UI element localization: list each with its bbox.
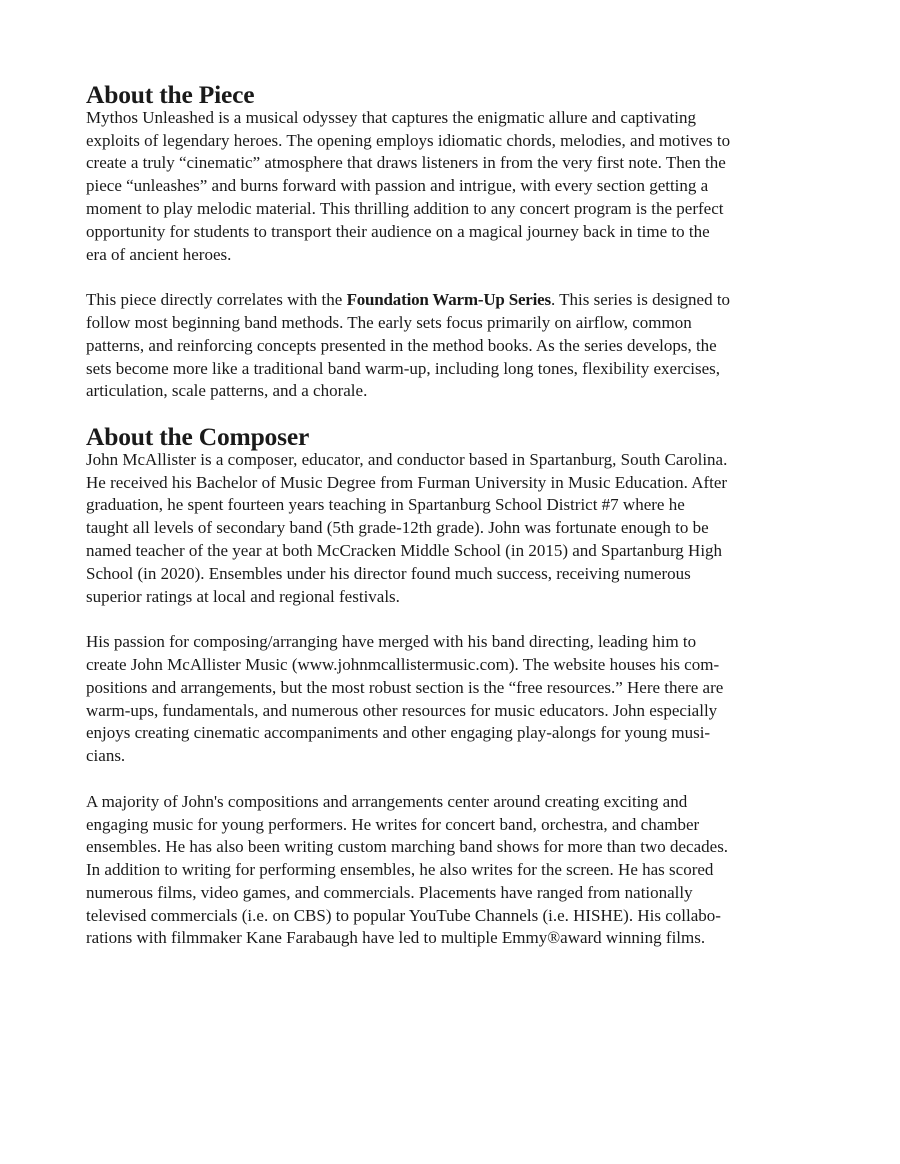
- about-composer-paragraph-3: [86, 791, 816, 951]
- about-piece-paragraph-2: [86, 289, 816, 403]
- series-tail-text: . This series is designed to: [550, 290, 731, 310]
- text-line: create John McAllister Music (www.johnmcallistermusic.com). The website houses his com-: [86, 654, 720, 674]
- text-line: follow most beginning band methods. The early sets focus primarily on airflow, common: [86, 312, 692, 332]
- document-page: [86, 80, 816, 950]
- about-composer-paragraph-1: [86, 449, 816, 609]
- text-line: enjoys creating cinematic accompaniments and other engaging play-alongs for young musi-: [86, 723, 711, 743]
- text-line: era of ancient heroes.: [86, 244, 232, 264]
- about-piece-heading: About the Piece: [86, 80, 255, 109]
- text-line: numerous films, video games, and commercials. Placements have ranged from nationally: [86, 882, 693, 902]
- text-line: warm-ups, fundamentals, and numerous other resources for music educators. John especially: [86, 700, 718, 720]
- text-line: rations with filmmaker Kane Farabaugh have led to multiple Emmy®award winning films.: [86, 928, 706, 948]
- series-lead-text: This piece directly correlates with the: [86, 290, 347, 310]
- about-piece-paragraph-1: [86, 107, 816, 267]
- about-composer-heading: About the Composer: [86, 421, 310, 451]
- text-line: opportunity for students to transport their audience on a magical journey back in time to the: [86, 221, 710, 241]
- text-line: He received his Bachelor of Music Degree from Furman University in Music Education. After: [86, 472, 728, 492]
- text-line: exploits of legendary heroes. The opening employs idiomatic chords, melodies, and motives to: [86, 130, 731, 150]
- text-line: named teacher of the year at both McCracken Middle School (in 2015) and Spartanburg High: [86, 540, 723, 560]
- text-line: His passion for composing/arranging have merged with his band directing, leading him to: [86, 632, 697, 652]
- text-line: positions and arrangements, but the most robust section is the “free resources.” Here there are: [86, 677, 724, 697]
- text-line: ensembles. He has also been writing custom marching band shows for more than two decades.: [86, 837, 729, 857]
- text-line: superior ratings at local and regional festivals.: [86, 586, 400, 606]
- text-line: piece “unleashes” and burns forward with passion and intrigue, with every section getting a: [86, 176, 709, 196]
- text-line: articulation, scale patterns, and a chorale.: [86, 381, 368, 401]
- text-line: create a truly “cinematic” atmosphere that draws listeners in from the very first note. Then the: [86, 153, 726, 173]
- text-line: A majority of John's compositions and arrangements center around creating exciting and: [86, 791, 688, 811]
- text-line: John McAllister is a composer, educator, and conductor based in Spartanburg, South Carolina.: [86, 449, 728, 469]
- text-line: engaging music for young performers. He writes for concert band, orchestra, and chamber: [86, 814, 700, 834]
- text-line: In addition to writing for performing ensembles, he also writes for the screen. He has scored: [86, 860, 714, 880]
- text-line: sets become more like a traditional band warm-up, including long tones, flexibility exercises,: [86, 358, 721, 378]
- text-line: taught all levels of secondary band (5th grade-12th grade). John was fortunate enough to be: [86, 518, 709, 538]
- text-line: televised commercials (i.e. on CBS) to popular YouTube Channels (i.e. HISHE). His collabo-: [86, 905, 721, 925]
- text-line: cians.: [86, 746, 126, 766]
- text-line: Mythos Unleashed is a musical odyssey that captures the enigmatic allure and captivating: [86, 107, 696, 127]
- text-line: [86, 289, 816, 312]
- about-composer-paragraph-2: [86, 631, 816, 768]
- text-line: graduation, he spent fourteen years teaching in Spartanburg School District #7 where he: [86, 495, 685, 515]
- text-line: School (in 2020). Ensembles under his director found much success, receiving numerous: [86, 563, 691, 583]
- text-line: patterns, and reinforcing concepts presented in the method books. As the series develops, the: [86, 335, 717, 355]
- text-line: moment to play melodic material. This thrilling addition to any concert program is the perfect: [86, 198, 724, 218]
- series-name: Foundation Warm-Up Series: [346, 290, 551, 310]
